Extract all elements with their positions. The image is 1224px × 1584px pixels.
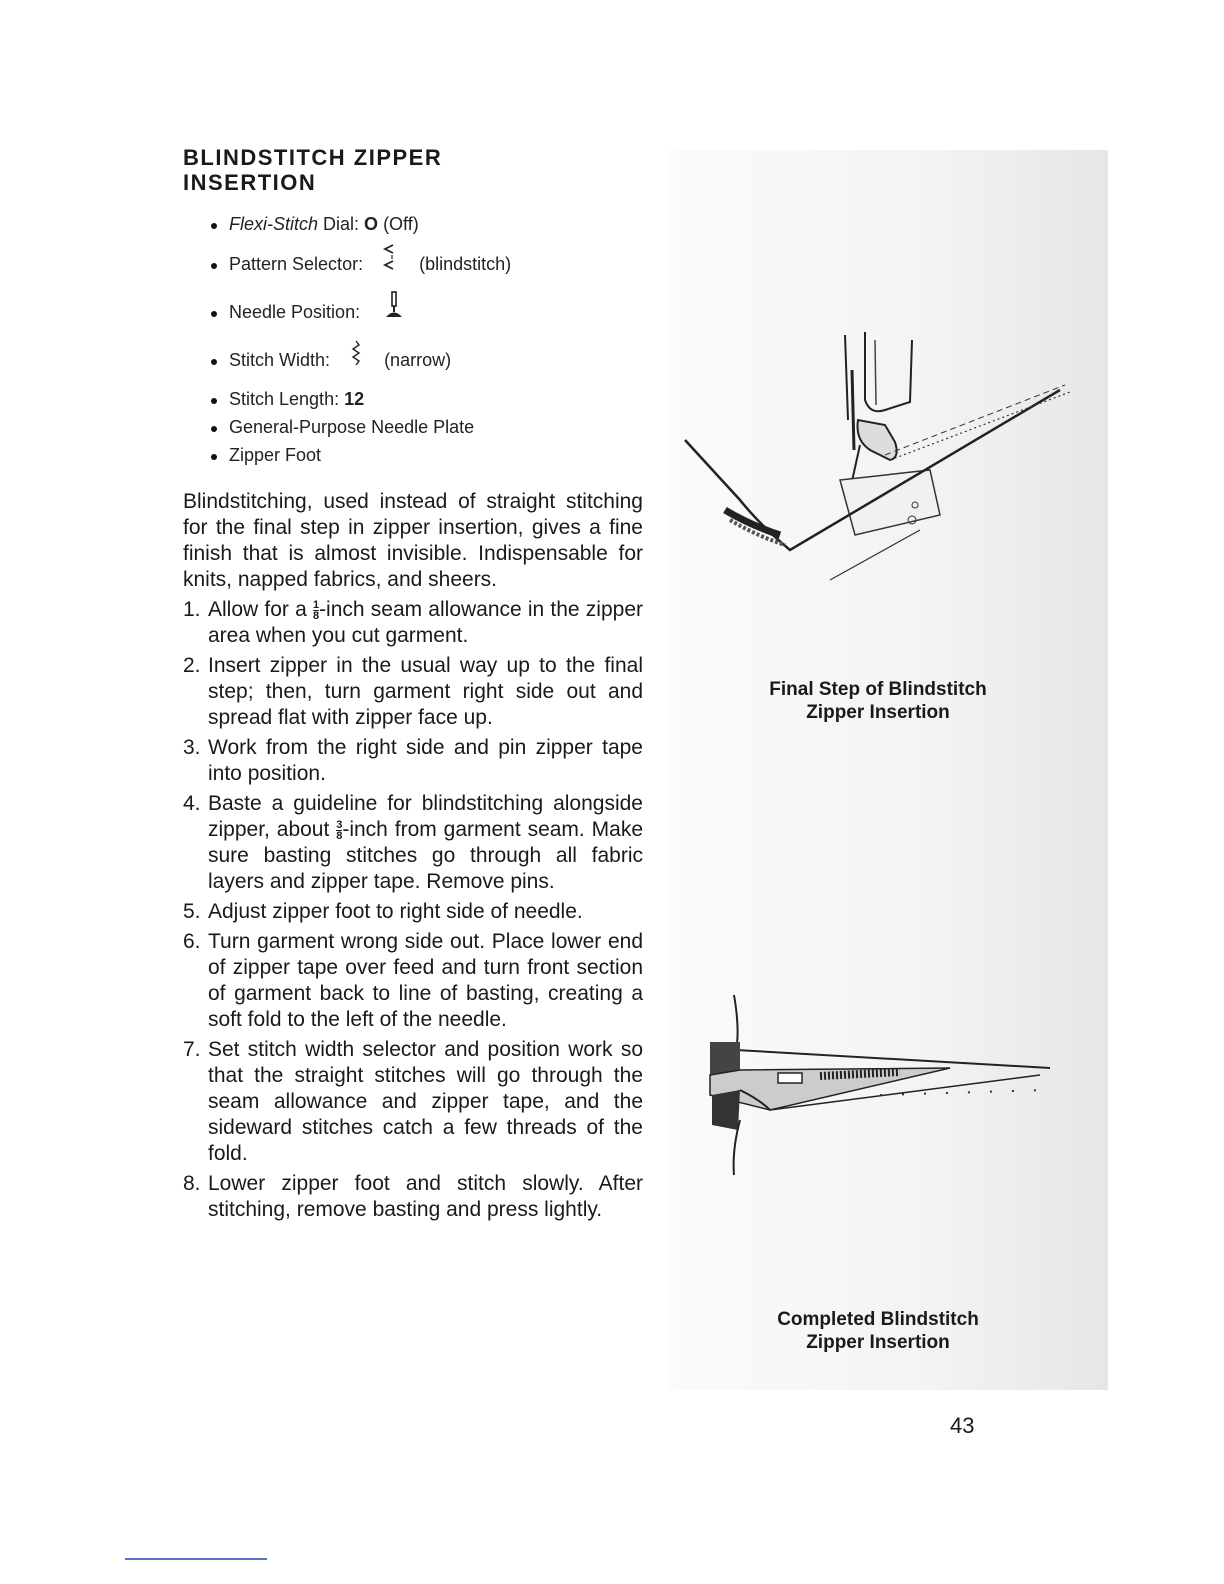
step-number: 1. [183, 598, 201, 621]
step-number: 8. [183, 1172, 201, 1195]
setting-label: Stitch Width: [229, 350, 331, 370]
intro-paragraph: Blindstitching, used instead of straight stitching for the final step in zipper insertion, gives a fine finish that is almost invisible. Indispensable for knits, napped fabrics, and sheers. [183, 490, 643, 591]
setting-flexi-stitch [205, 209, 643, 239]
step-item [183, 1171, 643, 1223]
step-item [183, 929, 643, 1033]
step-item [183, 597, 643, 649]
step-text-part: -inch seam allowance in the zipper area when you cut garment. [208, 598, 643, 647]
setting-value: 12 [344, 389, 365, 409]
step-item [183, 791, 643, 895]
section-title [183, 145, 643, 195]
step-number: 3. [183, 736, 201, 759]
title-line-1: BLINDSTITCH ZIPPER [183, 145, 443, 170]
setting-note: (Off) [383, 214, 419, 234]
setting-label: General-Purpose Needle Plate [229, 417, 475, 437]
step-number: 7. [183, 1038, 201, 1061]
title-line-2: INSERTION [183, 170, 317, 195]
step-item [183, 899, 643, 925]
step-item [183, 653, 643, 731]
step-text: Work from the right side and pin zipper tape into position. [208, 736, 643, 785]
step-item [183, 735, 643, 787]
final-step-illustration [680, 330, 1070, 590]
setting-pattern-selector [205, 239, 643, 289]
setting-stitch-width [205, 335, 643, 385]
setting-label: Flexi-Stitch [229, 214, 319, 234]
setting-value: O [364, 214, 379, 234]
step-text-part: Allow for a [208, 598, 313, 621]
step-text: Lower zipper foot and stitch slowly. After stitching, remove basting and press lightly. [208, 1172, 643, 1221]
setting-needle-position [205, 289, 643, 335]
step-text-part: Baste a guideline for blindstitching alongside zipper, about [208, 792, 643, 841]
fraction-numerator: 1 [312, 598, 320, 611]
step-number: 4. [183, 792, 201, 815]
step-text-part: -inch from garment seam. Make sure basting stitches go through all fabric layers and zipper tape. Remove pins. [208, 818, 644, 893]
page-number: 43 [950, 1413, 975, 1438]
step-number: 6. [183, 930, 201, 953]
machine-settings-list [183, 209, 643, 469]
completed-zipper-illustration [700, 990, 1060, 1190]
step-text [208, 597, 643, 649]
step-number: 5. [183, 900, 201, 923]
caption-line-1: Completed Blindstitch [777, 1309, 979, 1330]
narrow-width-icon [351, 336, 361, 386]
steps-list [183, 597, 643, 1223]
caption-line-2: Zipper Insertion [806, 1332, 950, 1353]
footer-rule [125, 1558, 267, 1560]
step-text: Set stitch width selector and position work so that the straight stitches will go through the seam allowance and zipper tape, and the sideward stitches catch a few threads of the fold. [208, 1038, 643, 1165]
step-text [208, 791, 643, 895]
setting-note: (narrow) [384, 350, 452, 370]
needle-position-icon [383, 290, 405, 337]
step-number: 2. [183, 654, 201, 677]
step-text: Insert zipper in the usual way up to the final step; then, turn garment right side out and spread flat with zipper face up. [208, 654, 643, 729]
fraction-denominator: 8 [312, 609, 320, 622]
setting-label-suffix: Dial: [318, 214, 365, 234]
setting-label: Stitch Length: [229, 389, 345, 409]
fraction-numerator: 3 [336, 818, 343, 831]
setting-label: Zipper Foot [229, 445, 322, 465]
figure-caption-completed [728, 1308, 1028, 1354]
blindstitch-pattern-icon [382, 240, 396, 290]
step-item [183, 1037, 643, 1167]
fraction-denominator: 8 [336, 829, 343, 842]
caption-line-2: Zipper Insertion [806, 702, 950, 723]
step-text: Adjust zipper foot to right side of needle. [208, 900, 583, 923]
figure-caption-final-step [728, 678, 1028, 724]
setting-note: (blindstitch) [419, 254, 512, 274]
step-text: Turn garment wrong side out. Place lower end of zipper tape over feed and turn front section of garment back to line of basting, creating a soft fold to the left of the needle. [208, 930, 643, 1031]
setting-zipper-foot [205, 441, 643, 469]
setting-stitch-length [205, 385, 643, 413]
caption-line-1: Final Step of Blindstitch [769, 679, 987, 700]
instructions-column [183, 145, 643, 1227]
setting-needle-plate [205, 413, 643, 441]
setting-label: Needle Position: [229, 302, 361, 322]
setting-label: Pattern Selector: [229, 254, 364, 274]
